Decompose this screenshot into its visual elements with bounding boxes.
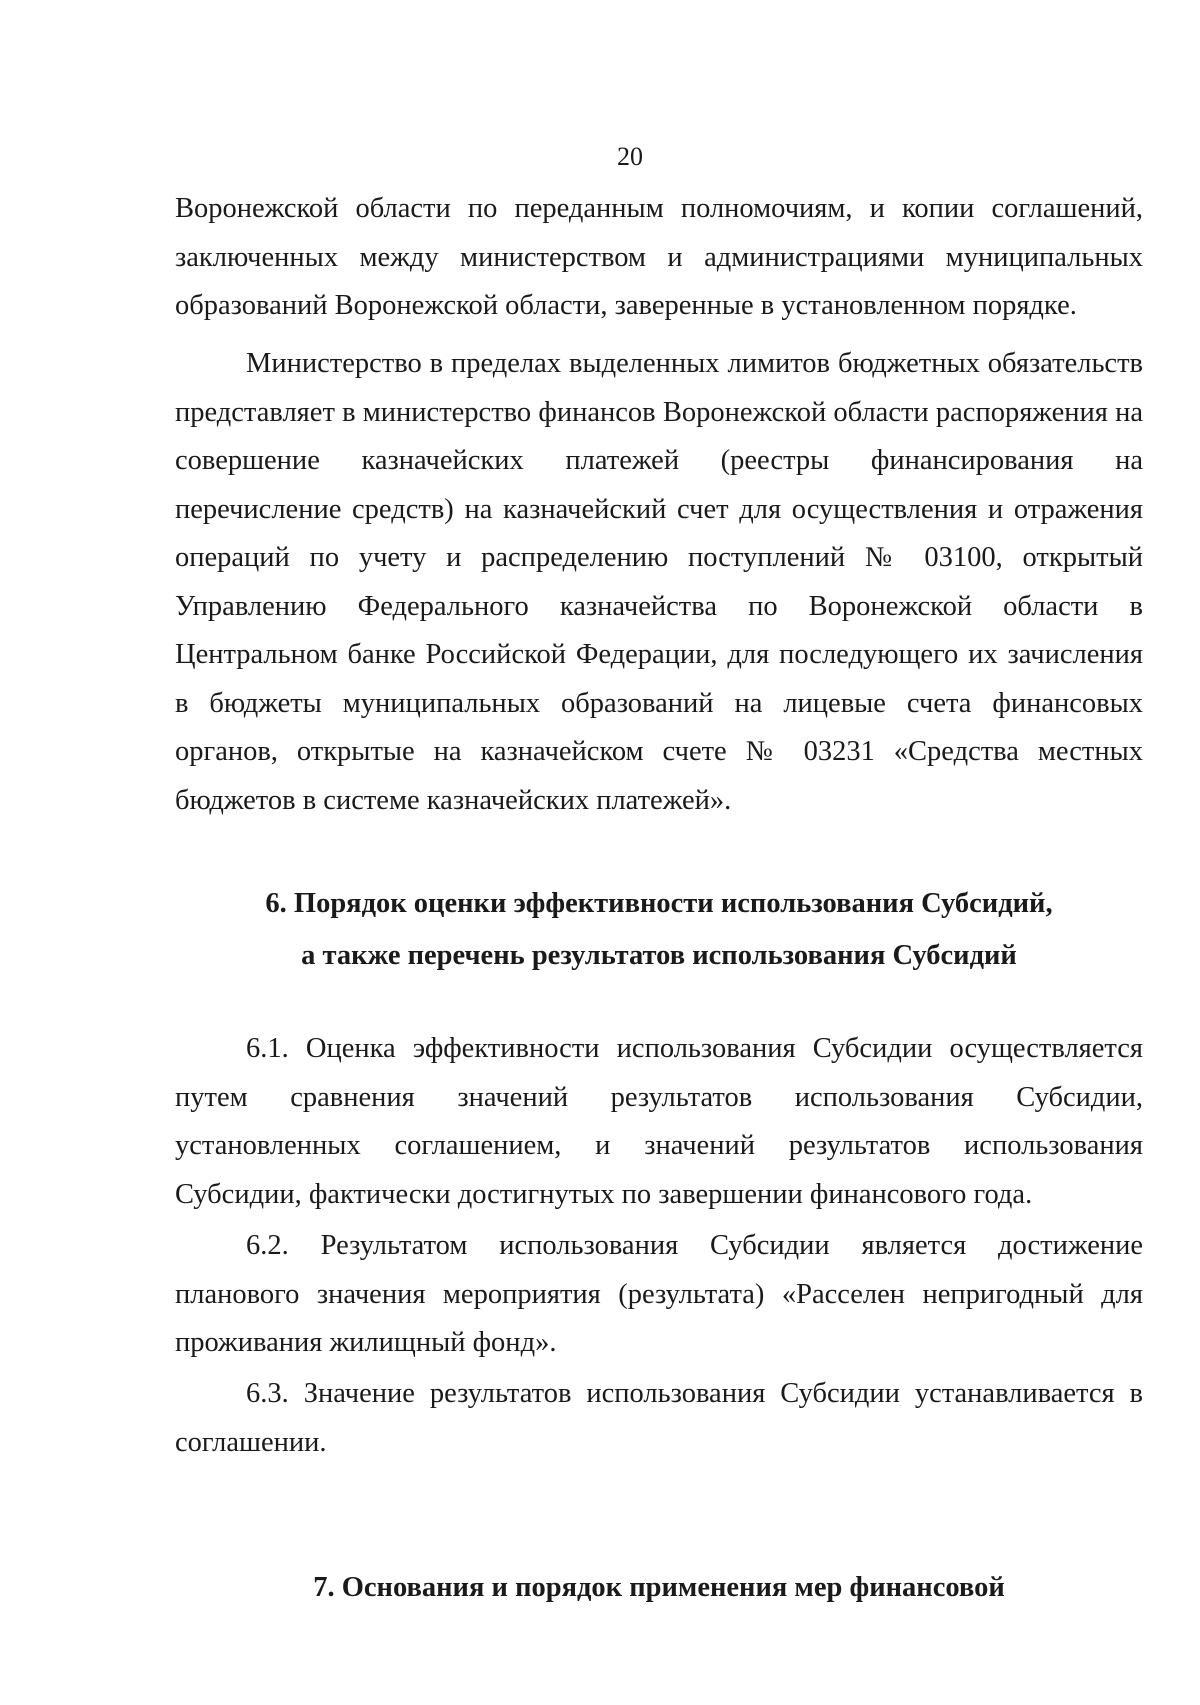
paragraph-ministry-payments: Министерство в пределах выделенных лимитов бюджетных обязательств представляет в министерство финансов Воронежской области распоряжения на совершение казначейских платежей (реестры финансирования на перечисление средств) на казначейский счет для осуществления и отражения операций по учету и распределению поступлений № 03100, открытый Управлению Федерального казначейства по Воронежской области в Центральном банке Российской Федерации, для последующего их зачисления в бюджеты муниципальных образований на лицевые счета финансовых органов, открытые на казначейском счете № 03231 «Средства местных бюджетов в системе казначейских платежей». (175, 348, 1143, 816)
page-number: 20 (617, 142, 643, 171)
paragraph-continuation: Воронежской области по переданным полномочиям, и копии соглашений, заключенных между министерством и администрациями муниципальных образований Воронежской области, заверенные в установленном порядке. (175, 193, 1143, 321)
paragraph-6-2: 6.2. Результатом использования Субсидии является достижение планового значения мероприятия (результата) «Расселен непригодный для проживания жилищный фонд». (175, 1230, 1143, 1358)
paragraph-6-1: 6.1. Оценка эффективности использования Субсидии осуществляется путем сравнения значений результатов использования Субсидии, установленных соглашением, и значений результатов использования Субсидии, фактически достигнутых по завершении финансового года. (175, 1033, 1143, 1210)
section-7-heading-line-1: 7. Основания и порядок применения мер финансовой (313, 1572, 1005, 1603)
section-6-heading-line-1: 6. Порядок оценки эффективности использования Субсидий, (265, 888, 1053, 919)
section-6-heading-line-2: а также перечень результатов использования Субсидий (301, 940, 1017, 971)
section-7-heading (175, 1562, 1143, 1614)
paragraph-6-3: 6.3. Значение результатов использования Субсидии устанавливается в соглашении. (175, 1378, 1143, 1458)
section-6-heading (175, 878, 1143, 982)
